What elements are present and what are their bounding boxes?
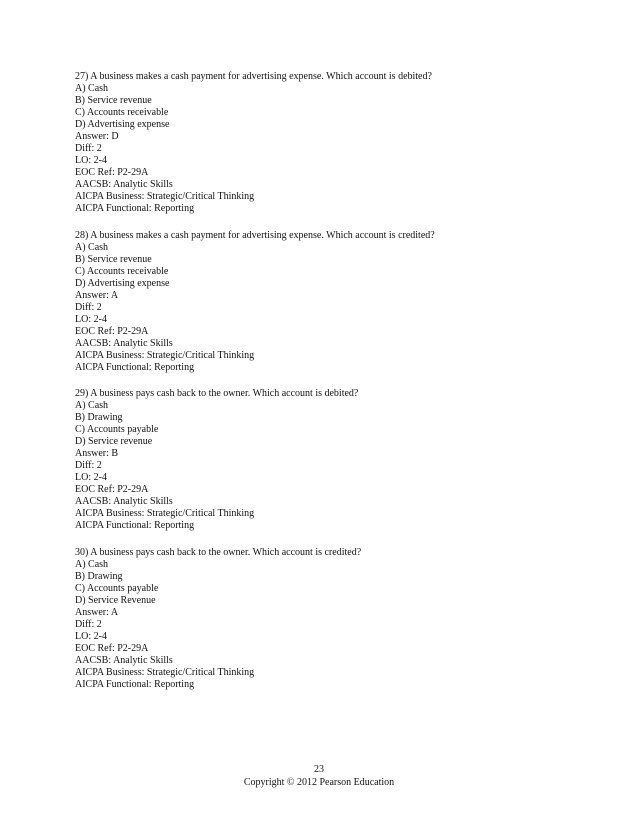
option-b: B) Service revenue <box>75 253 152 265</box>
aacsb: AACSB: Analytic Skills <box>75 179 173 190</box>
aicpa-functional: AICPA Functional: Reporting <box>75 361 195 373</box>
option-b: B) Drawing <box>75 570 123 582</box>
aacsb: AACSB: Analytic Skills <box>75 496 173 507</box>
eoc-ref: EOC Ref: P2-29A <box>75 325 149 337</box>
eoc-ref: EOC Ref: P2-29A <box>75 484 149 495</box>
option-c: C) Accounts receivable <box>75 265 169 277</box>
question-prompt: 30) A business pays cash back to the owner. Which account is credited? <box>75 546 362 558</box>
aicpa-business: AICPA Business: Strategic/Critical Thinking <box>75 191 255 202</box>
difficulty: Diff: 2 <box>75 301 102 313</box>
difficulty: Diff: 2 <box>75 460 102 471</box>
question-27 <box>75 71 575 215</box>
learning-objective: LO: 2-4 <box>75 630 107 642</box>
option-d: D) Service Revenue <box>75 594 156 606</box>
difficulty: Diff: 2 <box>75 143 102 154</box>
answer: Answer: D <box>75 131 119 142</box>
copyright-notice: Copyright © 2012 Pearson Education <box>243 777 395 788</box>
option-d: D) Advertising expense <box>75 277 170 289</box>
eoc-ref: EOC Ref: P2-29A <box>75 167 149 178</box>
option-a: A) Cash <box>75 241 109 253</box>
option-a: A) Cash <box>75 400 109 411</box>
option-b: B) Drawing <box>75 412 123 423</box>
eoc-ref: EOC Ref: P2-29A <box>75 642 149 654</box>
aacsb: AACSB: Analytic Skills <box>75 654 173 666</box>
question-29 <box>75 388 575 532</box>
question-prompt: 29) A business pays cash back to the owner. Which account is debited? <box>75 388 359 399</box>
aicpa-business: AICPA Business: Strategic/Critical Thinking <box>75 508 255 519</box>
learning-objective: LO: 2-4 <box>75 155 107 166</box>
question-list <box>75 71 575 705</box>
aicpa-functional: AICPA Functional: Reporting <box>75 520 195 531</box>
question-prompt: 28) A business makes a cash payment for advertising expense. Which account is credited? <box>75 229 435 241</box>
learning-objective: LO: 2-4 <box>75 472 107 483</box>
aicpa-functional: AICPA Functional: Reporting <box>75 678 195 690</box>
answer: Answer: A <box>75 289 119 301</box>
aicpa-business: AICPA Business: Strategic/Critical Thinking <box>75 666 255 678</box>
option-c: C) Accounts receivable <box>75 107 169 118</box>
learning-objective: LO: 2-4 <box>75 313 107 325</box>
aicpa-business: AICPA Business: Strategic/Critical Thinking <box>75 349 255 361</box>
option-c: C) Accounts payable <box>75 582 159 594</box>
option-a: A) Cash <box>75 83 109 94</box>
question-30 <box>75 547 575 691</box>
question-28 <box>75 230 575 374</box>
option-b: B) Service revenue <box>75 95 152 106</box>
difficulty: Diff: 2 <box>75 618 102 630</box>
answer: Answer: A <box>75 606 119 618</box>
answer: Answer: B <box>75 448 119 459</box>
aacsb: AACSB: Analytic Skills <box>75 337 173 349</box>
option-d: D) Advertising expense <box>75 119 170 130</box>
option-c: C) Accounts payable <box>75 424 159 435</box>
option-d: D) Service revenue <box>75 436 153 447</box>
option-a: A) Cash <box>75 558 109 570</box>
question-prompt: 27) A business makes a cash payment for advertising expense. Which account is debited? <box>75 71 432 82</box>
aicpa-functional: AICPA Functional: Reporting <box>75 203 195 214</box>
page-number: 23 <box>314 764 324 775</box>
